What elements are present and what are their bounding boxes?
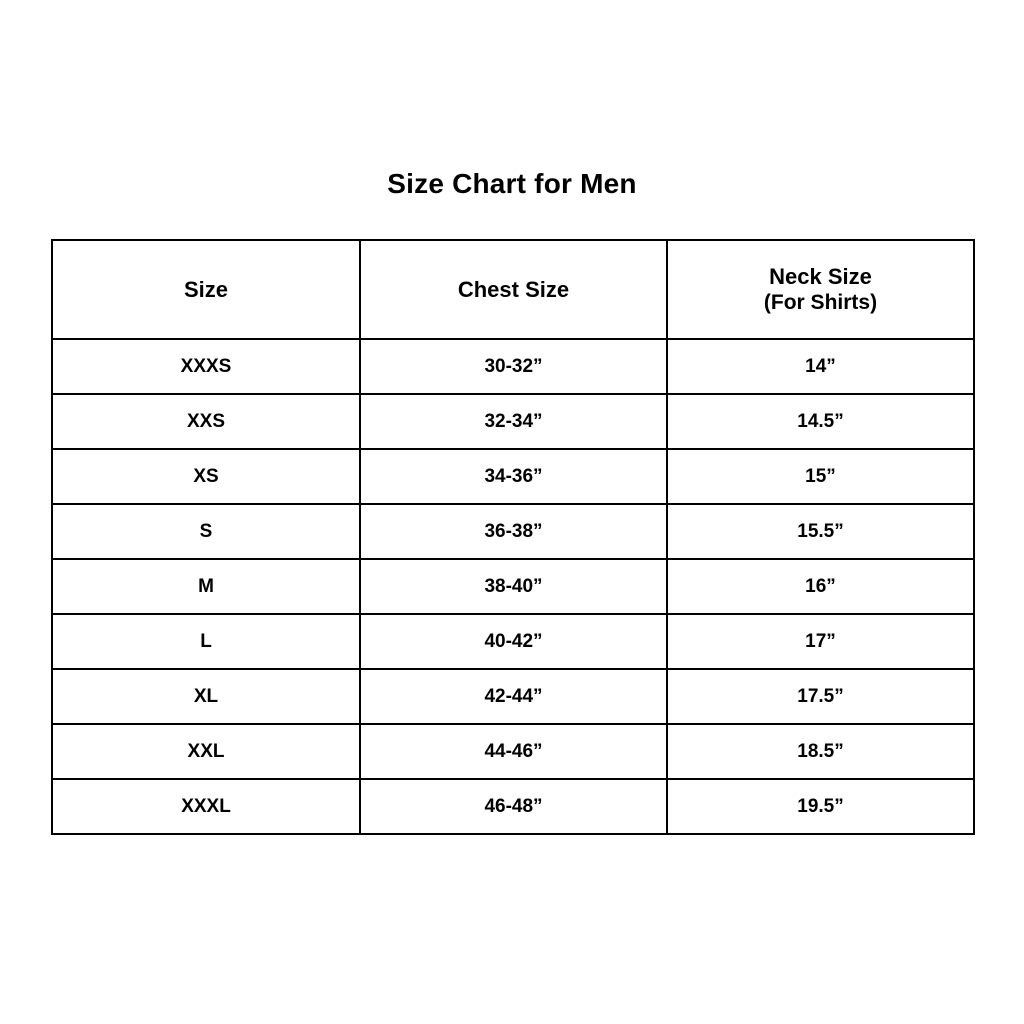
cell-neck: 17.5” [667,669,974,724]
cell-neck: 18.5” [667,724,974,779]
table-row [52,559,974,614]
table-row [52,614,974,669]
cell-size: S [52,504,360,559]
cell-chest: 46-48” [360,779,667,834]
table-header [52,240,974,339]
table-row [52,779,974,834]
cell-size: XXXS [52,339,360,394]
column-header-neck [667,240,974,339]
cell-neck: 17” [667,614,974,669]
cell-chest: 34-36” [360,449,667,504]
table-header-row [52,240,974,339]
cell-size: XS [52,449,360,504]
cell-size: XL [52,669,360,724]
cell-size: M [52,559,360,614]
column-header-neck-sublabel: (For Shirts) [763,291,878,315]
cell-chest: 40-42” [360,614,667,669]
column-header-chest [360,240,667,339]
table-row [52,669,974,724]
cell-neck: 14” [667,339,974,394]
cell-neck: 16” [667,559,974,614]
table-body [52,339,974,834]
table-row [52,339,974,394]
cell-chest: 38-40” [360,559,667,614]
cell-neck: 19.5” [667,779,974,834]
column-header-size [52,240,360,339]
size-chart-table [51,239,975,835]
cell-size: XXS [52,394,360,449]
cell-size: XXL [52,724,360,779]
cell-chest: 36-38” [360,504,667,559]
cell-chest: 30-32” [360,339,667,394]
column-header-neck-label: Neck Size [769,263,872,289]
table-row [52,724,974,779]
cell-neck: 14.5” [667,394,974,449]
cell-size: XXXL [52,779,360,834]
cell-chest: 44-46” [360,724,667,779]
column-header-size-label: Size [183,276,229,302]
size-chart-table-container [51,239,973,835]
cell-chest: 32-34” [360,394,667,449]
cell-chest: 42-44” [360,669,667,724]
table-row [52,504,974,559]
cell-neck: 15.5” [667,504,974,559]
column-header-chest-label: Chest Size [457,276,570,302]
table-row [52,394,974,449]
cell-size: L [52,614,360,669]
page-title: Size Chart for Men [387,168,637,199]
table-row [52,449,974,504]
cell-neck: 15” [667,449,974,504]
